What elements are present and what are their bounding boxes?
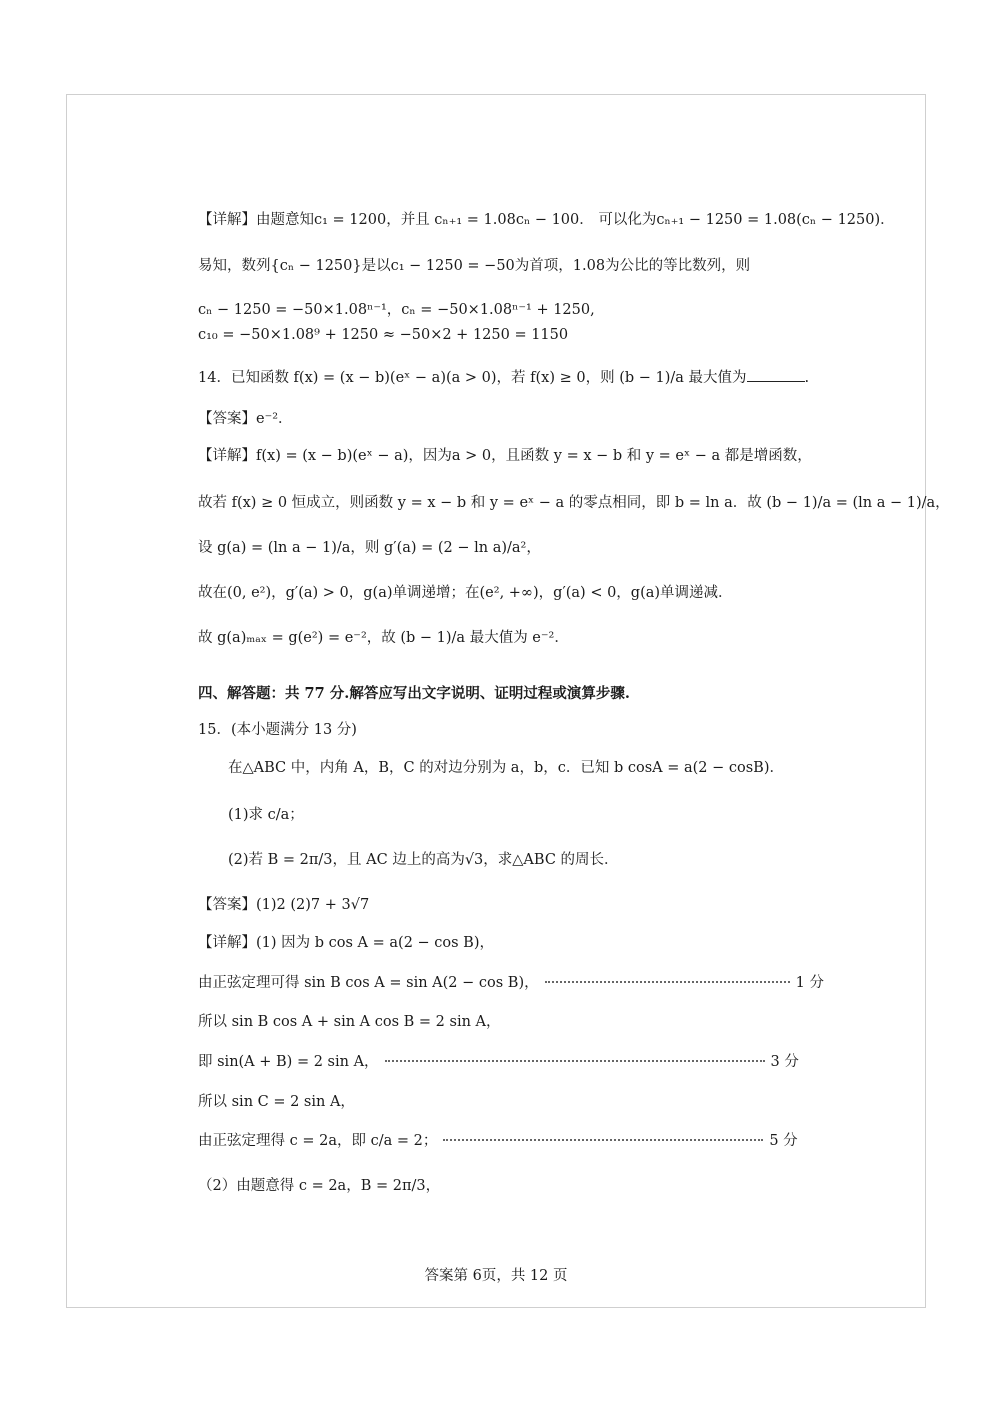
step-text: 由正弦定理可得 sin B cos A = sin A(2 − cos B)，: [198, 975, 539, 991]
text-line: （2）由题意得 c = 2a，B = 2π/3，: [198, 1178, 441, 1194]
text-line: 易知，数列{cₙ − 1250}是以c₁ − 1250 = −50为首项，1.08为公比的等比数列，则: [198, 258, 751, 274]
solution-step-score-5: [198, 1131, 798, 1151]
dot-leader: [443, 1139, 763, 1141]
question-15-stem: 在△ABC 中，内角 A，B，C 的对边分别为 a，b，c．已知 b cosA = a(2 − cosB)．: [228, 760, 784, 776]
question-14-stem: 14．已知函数 f(x) = (x − b)(eˣ − a)(a > 0)，若 f(x) ≥ 0，则 (b − 1)/a 最大值为 .: [198, 367, 809, 388]
text-line: 故 g(a)ₘₐₓ = g(e²) = e⁻²，故 (b − 1)/a 最大值为 e⁻²．: [198, 630, 569, 646]
dot-leader: [385, 1060, 765, 1062]
text-line: 【详解】(1) 因为 b cos A = a(2 − cos B)，: [198, 935, 494, 951]
question-15-part-2: (2)若 B = 2π/3，且 AC 边上的高为√3，求△ABC 的周长．: [228, 852, 619, 868]
dot-leader: [545, 981, 790, 983]
text-line: 故在(0, e²)，g′(a) > 0，g(a)单调递增；在(e², +∞)，g′(a) < 0，g(a)单调递减．: [198, 585, 733, 601]
text-line: 所以 sin B cos A + sin A cos B = 2 sin A，: [198, 1014, 501, 1030]
solution-step-score-3: [198, 1052, 799, 1072]
solution-step-score-1: [198, 973, 824, 993]
answer-line: 【答案】e⁻²．: [198, 411, 293, 427]
score-label: 5 分: [769, 1133, 798, 1149]
text-line: 所以 sin C = 2 sin A，: [198, 1094, 355, 1110]
step-text: 即 sin(A + B) = 2 sin A，: [198, 1054, 379, 1070]
text-line: 【详解】由题意知c₁ = 1200，并且 cₙ₊₁ = 1.08cₙ − 100． 可以化为cₙ₊₁ − 1250 = 1.08(cₙ − 1250)．: [198, 212, 895, 228]
text-line: c₁₀ = −50×1.08⁹ + 1250 ≈ −50×2 + 1250 = 1150: [198, 327, 569, 343]
answer-line: 【答案】(1)2 (2)7 + 3√7: [198, 897, 370, 913]
section-heading: 四、解答题：共 77 分.解答应写出文字说明、证明过程或演算步骤.: [198, 685, 630, 702]
score-label: 3 分: [770, 1054, 799, 1070]
text-line: 故若 f(x) ≥ 0 恒成立，则函数 y = x − b 和 y = eˣ − a 的零点相同，即 b = ln a．故 (b − 1)/a = (ln a − 1)/a，: [198, 495, 950, 511]
answer-blank: [747, 367, 805, 382]
text-line: cₙ − 1250 = −50×1.08ⁿ⁻¹，cₙ = −50×1.08ⁿ⁻¹ + 1250,: [198, 302, 595, 318]
text-line: 【详解】f(x) = (x − b)(eˣ − a)，因为a > 0，且函数 y = x − b 和 y = eˣ − a 都是增函数，: [198, 448, 812, 464]
page-footer: 答案第 6页，共 12 页: [424, 1268, 568, 1284]
question-15-title: 15．(本小题满分 13 分): [198, 722, 357, 738]
question-14-text: 14．已知函数 f(x) = (x − b)(eˣ − a)(a > 0)，若 f(x) ≥ 0，则 (b − 1)/a 最大值为: [198, 370, 747, 386]
text-line: 设 g(a) = (ln a − 1)/a，则 g′(a) = (2 − ln a)/a²，: [198, 540, 541, 556]
score-label: 1 分: [795, 975, 824, 991]
question-15-part-1: (1)求 c/a；: [228, 807, 304, 823]
step-text: 由正弦定理得 c = 2a，即 c/a = 2；: [198, 1133, 438, 1149]
